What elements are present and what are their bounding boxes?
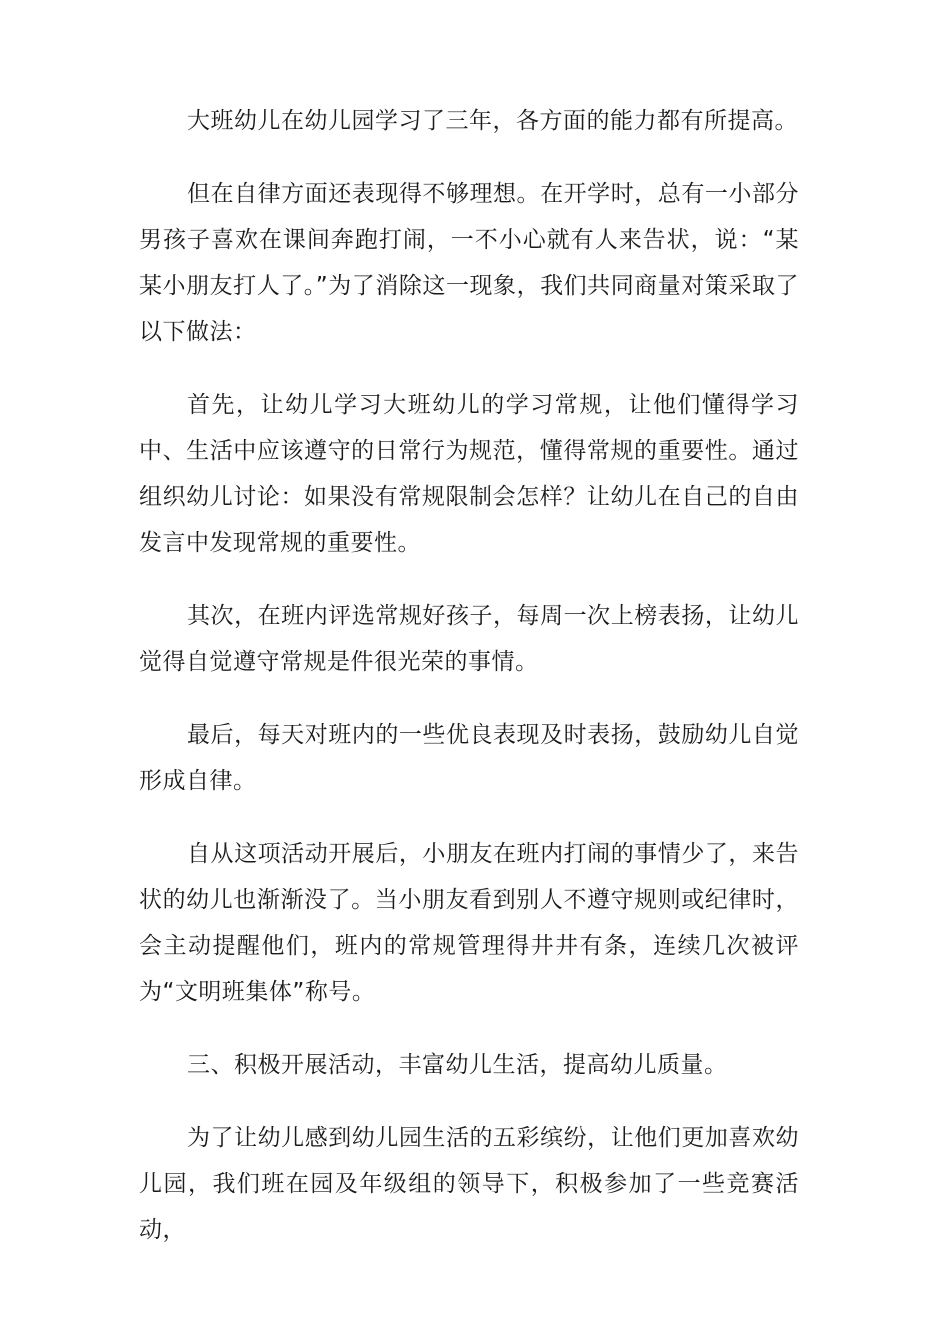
- paragraph-first-measure: 首先，让幼儿学习大班幼儿的学习常规，让他们懂得学习中、生活中应该遵守的日常行为规范，懂得常规的重要性。通过组织幼儿讨论：如果没有常规限制会怎样？让幼儿在自己的自由发言中发现常规的重要性。: [139, 392, 799, 556]
- paragraph-result: 自从这项活动开展后，小朋友在班内打闹的事情少了，来告状的幼儿也渐渐没了。当小朋友看到别人不遵守规则或纪律时，会主动提醒他们，班内的常规管理得井井有条，连续几次被评为“文明班集体”称号。: [139, 841, 799, 1005]
- paragraph-self-discipline: 但在自律方面还表现得不够理想。在开学时，总有一小部分男孩子喜欢在课间奔跑打闹，一不小心就有人来告状，说：“某某小朋友打人了。”为了消除这一现象，我们共同商量对策采取了以下做法：: [139, 181, 799, 345]
- document-body: [139, 98, 799, 1280]
- section-heading-activities: 三、积极开展活动，丰富幼儿生活，提高幼儿质量。: [187, 1052, 728, 1078]
- paragraph-second-measure: 其次，在班内评选常规好孩子，每周一次上榜表扬，让幼儿觉得自觉遵守常规是件很光荣的事情。: [139, 603, 799, 675]
- paragraph-intro: 大班幼儿在幼儿园学习了三年，各方面的能力都有所提高。: [187, 108, 798, 134]
- paragraph-third-measure: 最后，每天对班内的一些优良表现及时表扬，鼓励幼儿自觉形成自律。: [139, 722, 799, 794]
- paragraph-activities: 为了让幼儿感到幼儿园生活的五彩缤纷，让他们更加喜欢幼儿园，我们班在园及年级组的领导下，积极参加了一些竞赛活动，: [139, 1125, 799, 1243]
